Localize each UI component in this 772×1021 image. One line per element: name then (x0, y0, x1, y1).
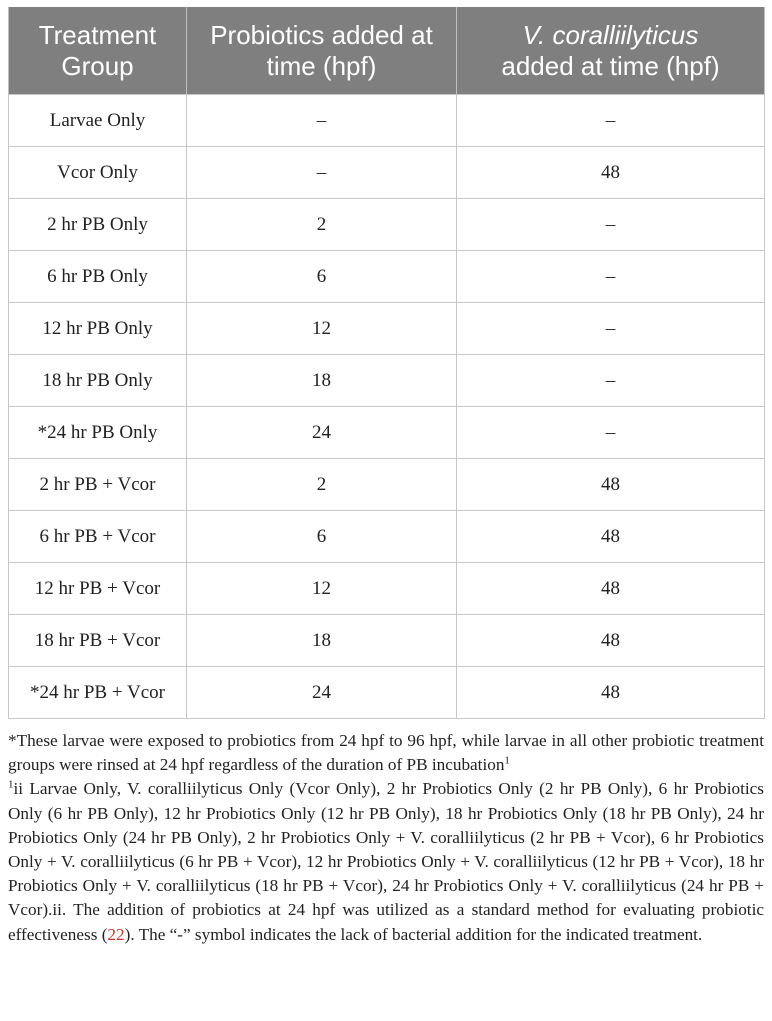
footnote-superscript: 1 (8, 778, 14, 791)
table-row (9, 615, 765, 667)
cell-group: 6 hr PB Only (9, 251, 187, 303)
cell-vcor: 48 (457, 615, 765, 667)
header-line: Group (61, 50, 134, 81)
header-line: time (hpf) (266, 50, 377, 81)
cell-probiotics: 24 (187, 407, 457, 459)
cell-probiotics: 24 (187, 667, 457, 719)
cell-probiotics: 6 (187, 511, 457, 563)
table-row (9, 459, 765, 511)
header-probiotics-time (187, 7, 457, 95)
table-row (9, 147, 765, 199)
cell-vcor: 48 (457, 563, 765, 615)
cell-group: 2 hr PB + Vcor (9, 459, 187, 511)
cell-group: Larvae Only (9, 95, 187, 147)
table-footnote (8, 729, 764, 947)
cell-group: 6 hr PB + Vcor (9, 511, 187, 563)
treatment-table (8, 7, 765, 719)
footnote-text: ). The “-” symbol indicates the lack of bacterial addition for the indicated treatment. (124, 924, 703, 944)
header-treatment-group (9, 7, 187, 95)
cell-group: 2 hr PB Only (9, 199, 187, 251)
cell-vcor: – (457, 95, 765, 147)
cell-vcor: – (457, 251, 765, 303)
cell-group: *24 hr PB + Vcor (9, 667, 187, 719)
cell-vcor: 48 (457, 147, 765, 199)
table-row (9, 95, 765, 147)
cell-group: 12 hr PB + Vcor (9, 563, 187, 615)
cell-probiotics: 18 (187, 355, 457, 407)
header-line: Probiotics added at (210, 19, 433, 50)
footnote-text: *These larvae were exposed to probiotics from 24 hpf to 96 hpf, while larvae in all other probiotic treatment groups were rinsed at 24 hpf regardless of the duration of PB incubation (8, 731, 764, 775)
cell-vcor: – (457, 199, 765, 251)
footnote-paragraph-2 (8, 777, 764, 946)
header-line: Treatment (38, 19, 157, 50)
cell-group: Vcor Only (9, 147, 187, 199)
footnote-paragraph-1 (8, 729, 764, 777)
table-row (9, 563, 765, 615)
cell-group: 18 hr PB + Vcor (9, 615, 187, 667)
table-header-row (9, 7, 765, 95)
table-body (9, 95, 765, 719)
header-line: added at time (hpf) (501, 50, 720, 81)
table-row (9, 667, 765, 719)
treatment-table-figure (8, 7, 764, 947)
cell-group: *24 hr PB Only (9, 407, 187, 459)
cell-group: 18 hr PB Only (9, 355, 187, 407)
cell-probiotics: 18 (187, 615, 457, 667)
table-row (9, 303, 765, 355)
cell-probiotics: 12 (187, 303, 457, 355)
cell-vcor: 48 (457, 459, 765, 511)
cell-probiotics: 2 (187, 459, 457, 511)
cell-group: 12 hr PB Only (9, 303, 187, 355)
cell-vcor: – (457, 303, 765, 355)
footnote-text: ii Larvae Only, V. coralliilyticus Only (Vcor Only), 2 hr Probiotics Only (2 hr PB Only), 6 hr Probiotics Only (6 hr PB Only), 12 hr Probiotics Only (12 hr PB Only), 18 hr Probiotics Only (18 hr PB Only), 24 hr Probiotics Only (24 hr PB Only), 2 hr Probiotics Only + V. coralliilyticus (2 hr PB + Vcor), 6 hr Probiotics Only + V. coralliilyticus (6 hr PB + Vcor), 12 hr Probiotics Only + V. coralliilyticus (12 hr PB + Vcor), 18 hr Probiotics Only + V. coralliilyticus (18 hr PB + Vcor), 24 hr Probiotics Only + V. coralliilyticus (24 hr PB + Vcor).ii. The addition of probiotics at 24 hpf was utilized as a standard method for evaluating probiotic effectiveness ( (8, 779, 764, 944)
cell-vcor: 48 (457, 511, 765, 563)
footnote-superscript: 1 (504, 754, 510, 767)
table-row (9, 199, 765, 251)
table-row (9, 355, 765, 407)
cell-probiotics: – (187, 95, 457, 147)
cell-vcor: – (457, 355, 765, 407)
cell-probiotics: – (187, 147, 457, 199)
header-line: V. coralliilyticus (522, 19, 699, 50)
table-row (9, 251, 765, 303)
cell-probiotics: 6 (187, 251, 457, 303)
header-vcor-time (457, 7, 765, 95)
cell-probiotics: 12 (187, 563, 457, 615)
cell-vcor: – (457, 407, 765, 459)
reference-link[interactable]: 22 (107, 924, 125, 944)
table-row (9, 407, 765, 459)
cell-vcor: 48 (457, 667, 765, 719)
table-row (9, 511, 765, 563)
cell-probiotics: 2 (187, 199, 457, 251)
